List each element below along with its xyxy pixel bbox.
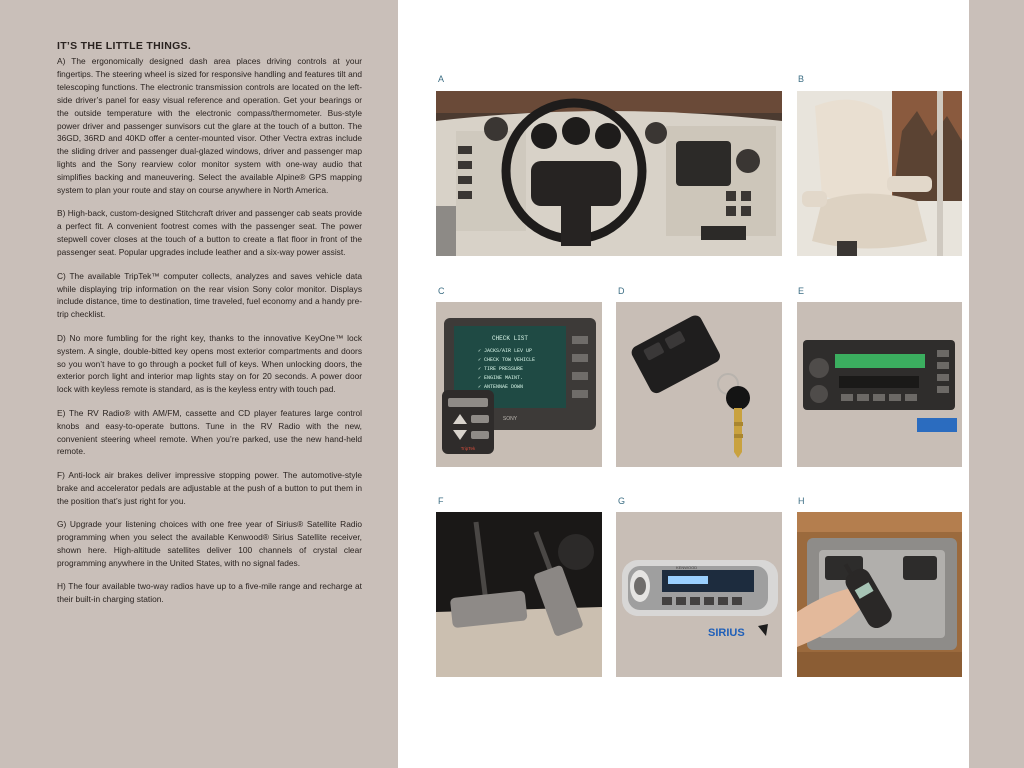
photo-triptek-monitor xyxy=(436,302,602,467)
photo-sirius-receiver xyxy=(616,512,782,677)
paragraph-c: C) The available TripTek™ computer collects, analyzes and saves vehicle data while displaying trip information on the rear vision Sony color monitor. Displays include distance, time to destination, time traveled, fuel economy and a handy pre-trip checklist. xyxy=(57,270,362,320)
paragraph-h: H) The four available two-way radios have up to a five-mile range and recharge at their built-in charging station. xyxy=(57,581,362,605)
checklist-item-3: ✓ TIRE PRESSURE xyxy=(478,366,524,372)
text-column xyxy=(57,40,362,617)
photo-label-d: D xyxy=(618,286,625,296)
photo-pedals xyxy=(436,512,602,677)
paragraph-f: F) Anti-lock air brakes deliver impressive stopping power. The automotive-style brake and accelerator pedals are adjustable at the push of a button to put them in the position that’s just right for you. xyxy=(57,469,362,506)
checklist-item-4: ✓ ENGINE MAINT. xyxy=(478,375,524,381)
photo-keyone-key xyxy=(616,302,782,467)
checklist-item-5: ✓ ANTENNAE DOWN xyxy=(478,384,524,390)
photo-two-way-radio xyxy=(797,512,962,677)
page-heading: IT’S THE LITTLE THINGS. xyxy=(57,40,192,52)
photo-label-c: C xyxy=(438,286,445,296)
photo-label-f: F xyxy=(438,496,444,506)
sirius-logo: SIRIUS xyxy=(708,627,745,639)
paragraph-d: D) No more fumbling for the right key, thanks to the innovative KeyOne™ lock system. A single, double-bitted key opens most exterior compartments and doors so you won’t have to go through a pocket full of keys. When unlocking doors, the exterior porch light and interior map lights stay on for 20 seconds. A power door lock with keyless remote is standard, as is the keyless entry with touch pad. xyxy=(57,332,362,395)
checklist-title: CHECK LIST xyxy=(491,335,529,342)
sony-logo: SONY xyxy=(502,416,518,422)
photo-rv-radio xyxy=(797,302,962,467)
right-margin-strip xyxy=(969,0,1024,768)
triptek-logo: TripTek xyxy=(460,446,476,451)
photo-label-h: H xyxy=(798,496,805,506)
photo-label-a: A xyxy=(438,74,445,84)
photo-dashboard xyxy=(436,91,782,256)
photo-label-b: B xyxy=(798,74,805,84)
photo-cab-seat xyxy=(797,91,962,256)
paragraph-e: E) The RV Radio® with AM/FM, cassette and CD player features large control knobs and easy-to-operate buttons. Tune in the RV Radio with the new, convenient steering wheel remote. When you’re parked, use the new hand-held remote. xyxy=(57,407,362,457)
checklist-item-2: ✓ CHECK TOW VEHICLE xyxy=(478,357,536,363)
kenwood-logo: KENWOOD xyxy=(676,565,698,570)
photo-label-e: E xyxy=(798,286,805,296)
checklist-item-1: ✓ JACKS/AIR LEV UP xyxy=(478,348,533,354)
paragraph-a: A) The ergonomically designed dash area places driving controls at your fingertips. The steering wheel is sized for responsive handling and features tilt and telescoping functions. The electronic transmission controls are located on the left-side driver’s panel for easy visual reference and operation. Get your bearings or the outside temperature with the electronic compass/thermometer. Bus-style power driver and passenger sunvisors cut the glare at the touch of a button. The 36GD, 36RD and 40KD offer a center-mounted visor. Other Vectra extras include the sliding driver and passenger dual-glazed windows, driver and passenger map lights and the Sony rearview color monitor system with one-way audio that simplifies backing and maneuvering. Select the available Alpine® GPS mapping system to plan your route and stay on course anywhere in North America. xyxy=(57,56,362,196)
paragraph-g: G) Upgrade your listening choices with one free year of Sirius® Satellite Radio programming when you select the available Kenwood® Sirius Satellite receiver, shown here. High-altitude satellites deliver 100 channels of crystal clear programming anywhere in the United States, with no signal fades. xyxy=(57,519,362,568)
paragraph-b: B) High-back, custom-designed Stitchcraft driver and passenger cab seats provide a perfect fit. A convenient footrest comes with the passenger seat. The power stepwell cover closes at the touch of a button to create a flat floor in front of the passenger seat. Popular upgrades include leather and a six-way power assist. xyxy=(57,208,362,258)
photo-label-g: G xyxy=(618,496,626,506)
